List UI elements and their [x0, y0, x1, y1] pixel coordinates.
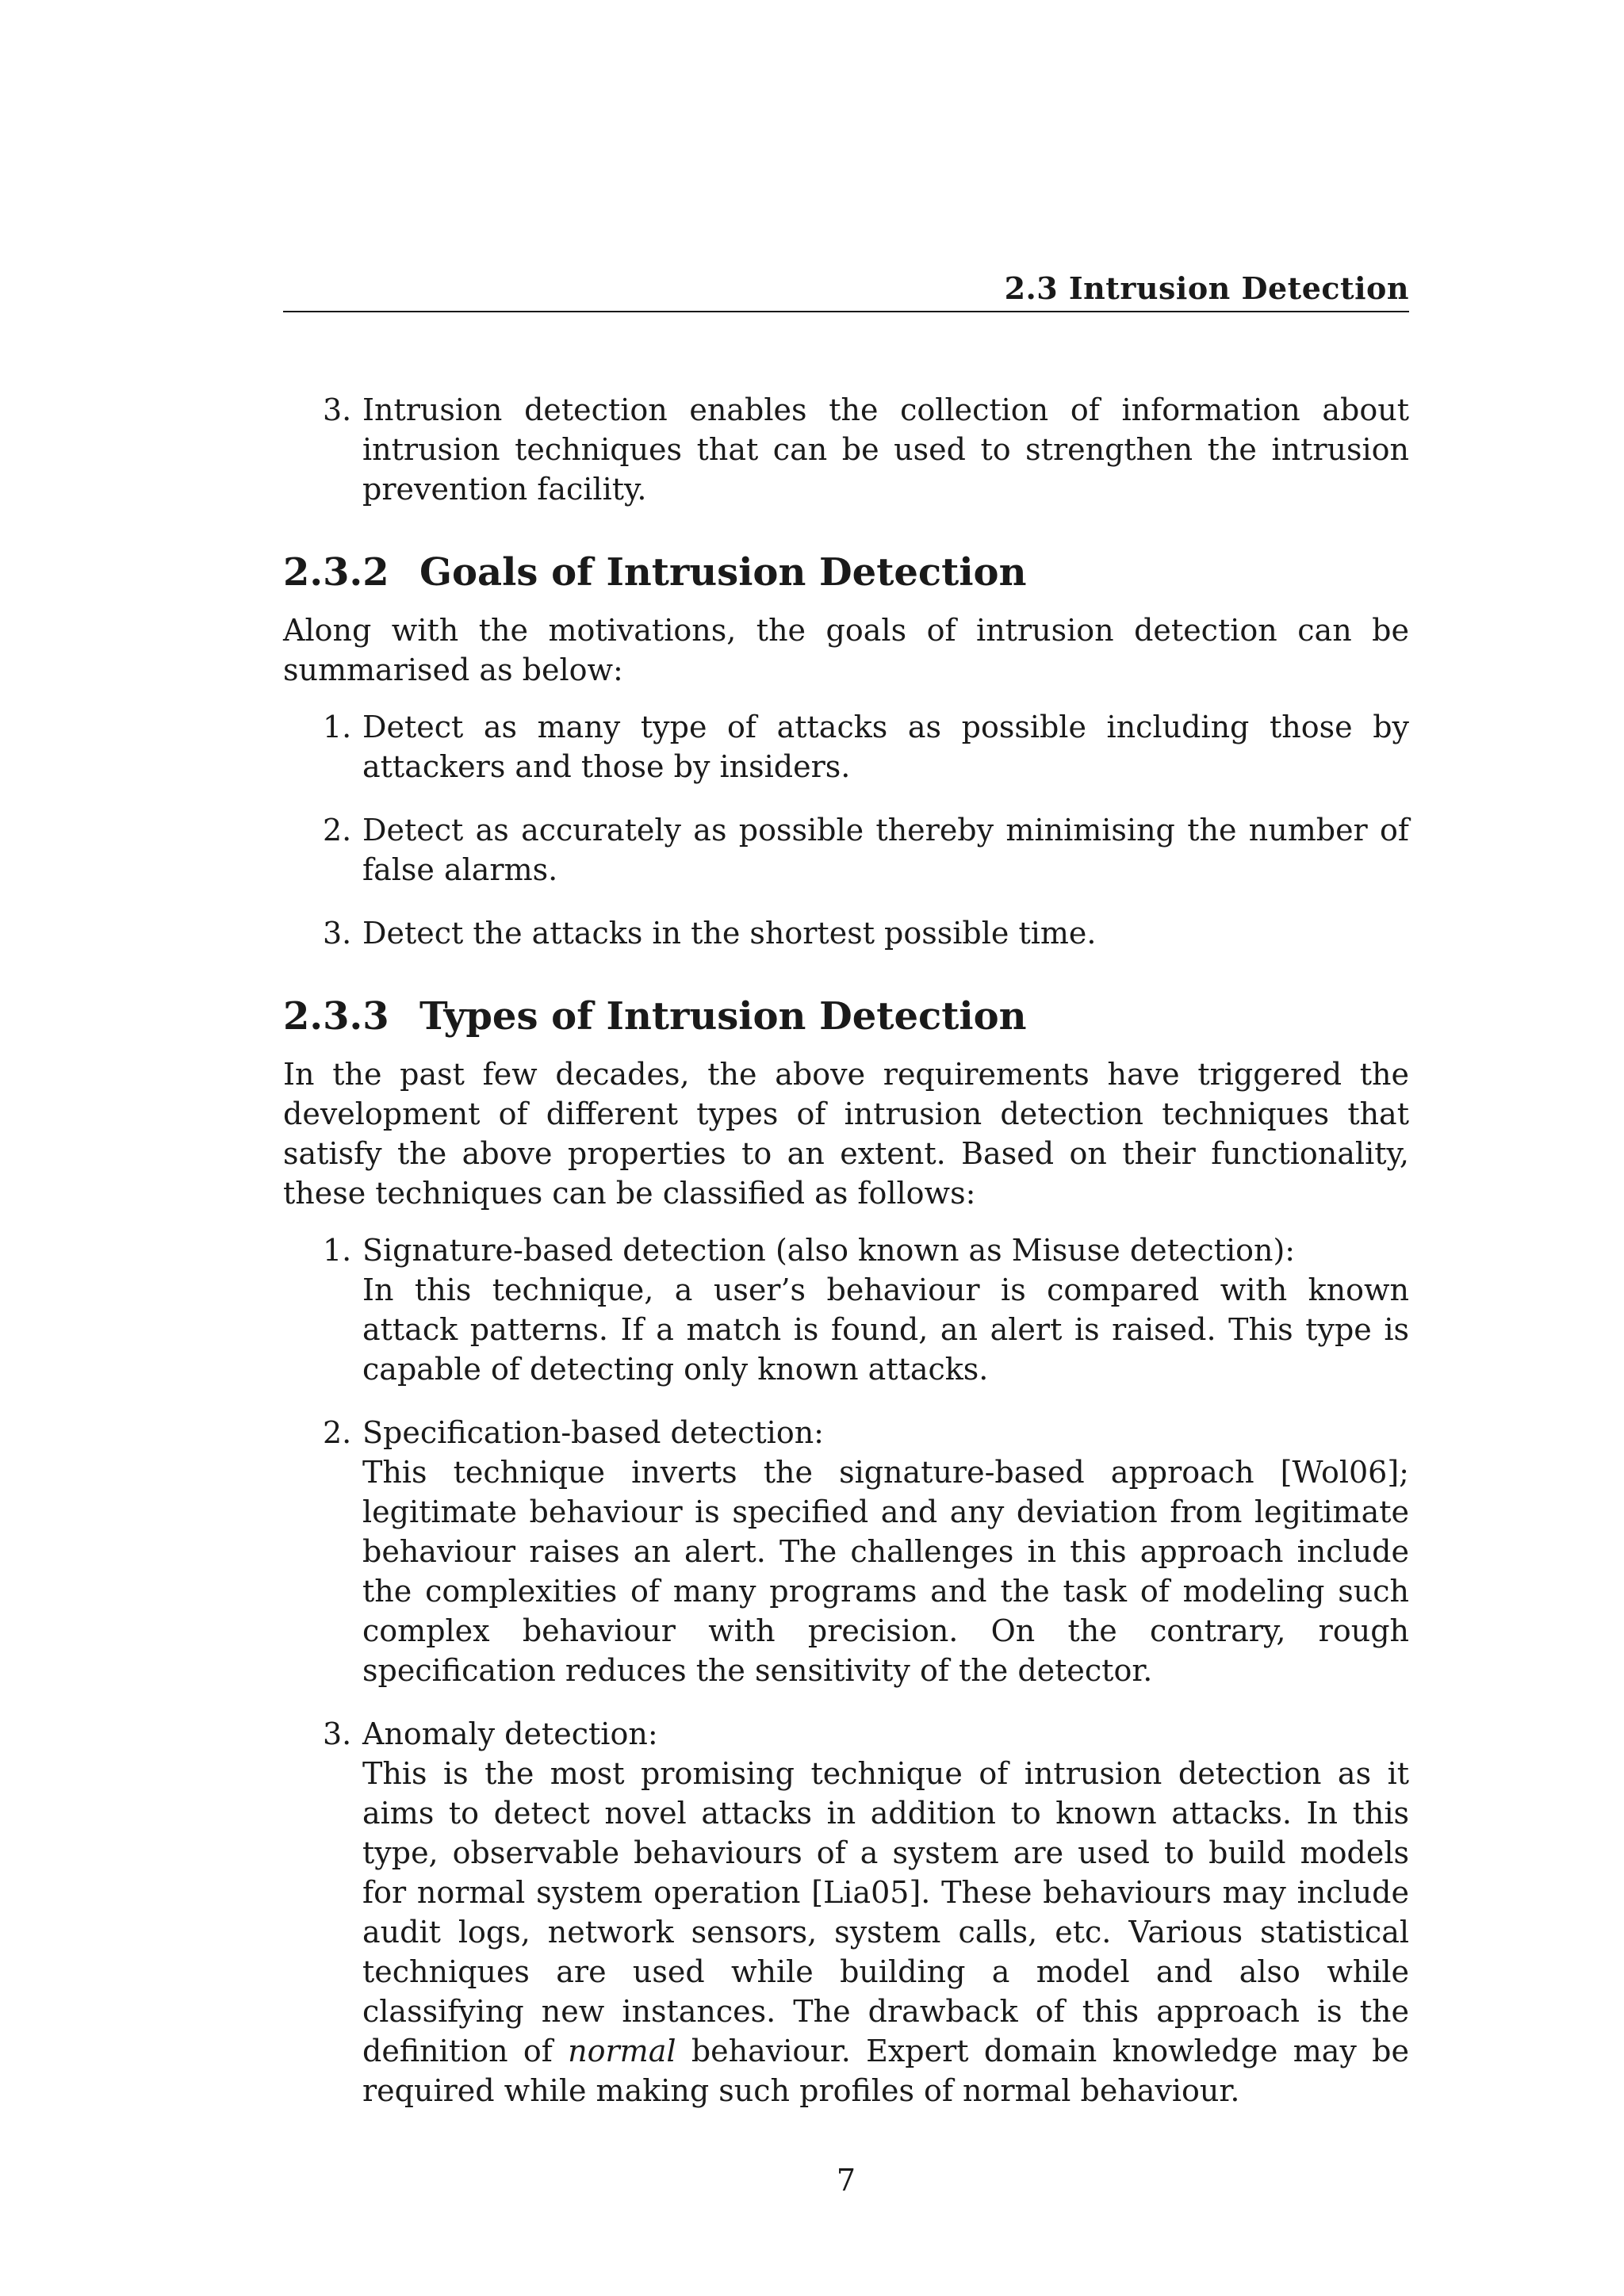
list-item-number: 1. — [323, 710, 352, 744]
types-list — [283, 1230, 1409, 2110]
section-title: Types of Intrusion Detection — [419, 994, 1027, 1039]
list-item — [283, 913, 1409, 953]
list-item — [283, 390, 1409, 509]
list-item-number: 1. — [323, 1233, 352, 1268]
text-after-emphasis: behaviour. Expert domain knowledge may be required while making such profiles of normal behaviour. — [362, 2034, 1409, 2108]
list-item-number: 3. — [323, 916, 352, 951]
goals-list — [283, 707, 1409, 953]
goals-paragraph: Along with the motivations, the goals of intrusion detection can be summarised as below: — [283, 613, 1409, 687]
list-item-title: Specification-based detection: — [362, 1415, 824, 1450]
list-item — [283, 1230, 1409, 1389]
document-page — [283, 0, 1409, 2296]
running-head: 2.3 Intrusion Detection — [1004, 270, 1409, 306]
list-item-text — [362, 1754, 1409, 2110]
section-heading-goals — [283, 549, 1409, 596]
list-item-title: Signature-based detection (also known as Misuse detection): — [362, 1233, 1296, 1268]
page-number: 7 — [836, 2163, 856, 2198]
header-rule — [283, 311, 1409, 312]
list-item-text: This technique inverts the signature-based approach [Wol06]; legitimate behaviour is specified and any deviation from legitimate behaviour raises an alert. The challenges in this approach include the complexities of many programs and the task of modeling such complex behaviour with precision. On the contrary, rough specification reduces the sensitivity of the detector. — [362, 1455, 1409, 1688]
list-item-text: In this technique, a user’s behaviour is compared with known attack patterns. If a match is found, an alert is raised. This type is capable of detecting only known attacks. — [362, 1272, 1409, 1387]
list-item-text: Detect as many type of attacks as possible including those by attackers and those by insiders. — [362, 710, 1409, 784]
list-item-text: Intrusion detection enables the collection of information about intrusion techniques that can be used to strengthen the intrusion prevention facility. — [362, 392, 1409, 507]
intro-list — [283, 390, 1409, 509]
list-item-number: 3. — [323, 392, 352, 427]
list-item-text: Detect as accurately as possible thereby minimising the number of false alarms. — [362, 813, 1409, 887]
types-paragraph: In the past few decades, the above requirements have triggered the development of different types of intrusion detection techniques that satisfy the above properties to an extent. Based on their functionality, these techniques can be classified as follows: — [283, 1057, 1409, 1211]
section-number: 2.3.3 — [283, 994, 389, 1039]
list-item — [283, 810, 1409, 890]
emphasis-normal: normal — [568, 2034, 676, 2068]
list-item — [283, 1413, 1409, 1690]
section-heading-types — [283, 993, 1409, 1040]
section-title: Goals of Intrusion Detection — [419, 550, 1027, 595]
list-item-title: Anomaly detection: — [362, 1716, 658, 1751]
page-body — [283, 390, 1409, 2110]
list-item-number: 3. — [323, 1716, 352, 1751]
text-before-emphasis: This is the most promising technique of intrusion detection as it aims to detect novel attacks in addition to known attacks. In this type, observable behaviours of a system are used to build models for normal system operation [Lia05]. These behaviours may include audit logs, network sensors, system calls, etc. Various statistical techniques are used while building a model and also while classifying new instances. The drawback of this approach is the definition of — [362, 1756, 1409, 2068]
list-item-number: 2. — [323, 813, 352, 848]
section-number: 2.3.2 — [283, 550, 389, 595]
list-item — [283, 1714, 1409, 2110]
list-item — [283, 707, 1409, 786]
list-item-number: 2. — [323, 1415, 352, 1450]
list-item-text: Detect the attacks in the shortest possible time. — [362, 916, 1097, 951]
